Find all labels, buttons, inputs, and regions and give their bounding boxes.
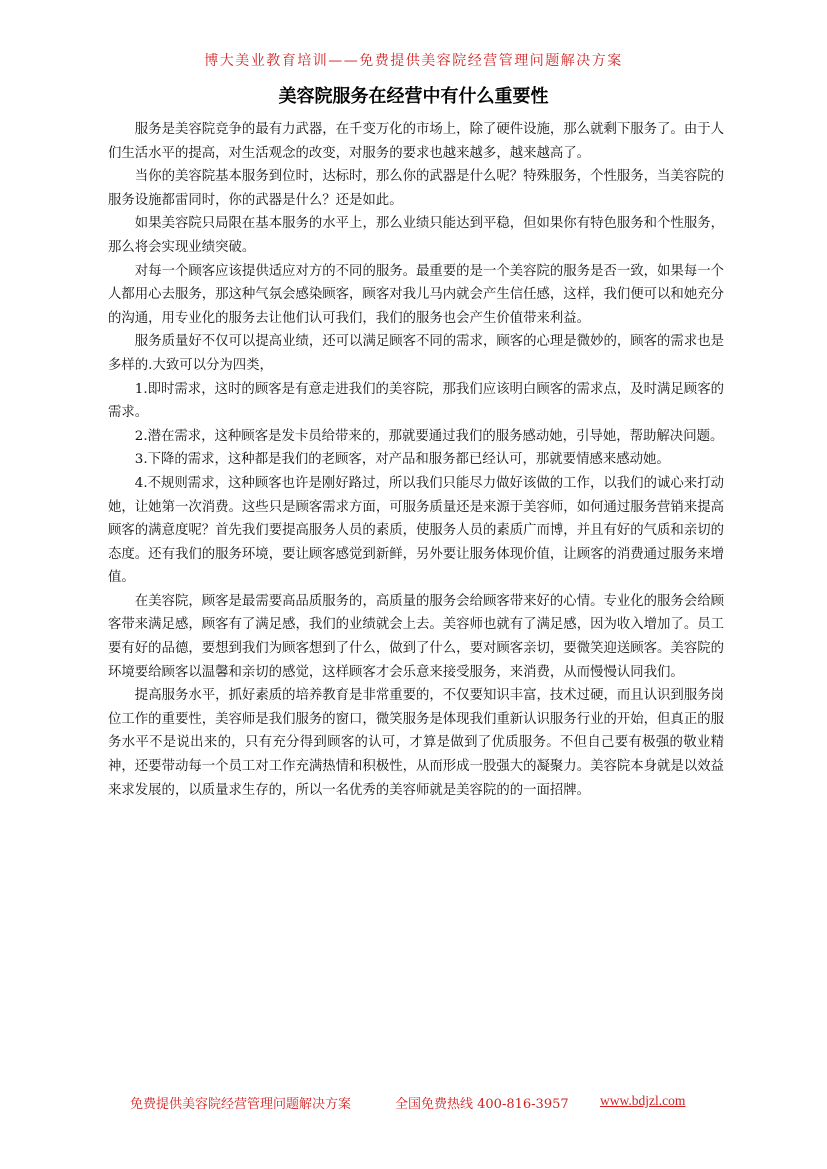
paragraph: 对每一个顾客应该提供适应对方的不同的服务。最重要的是一个美容院的服务是否一致，如果每一个人都用心去服务，那这种气氛会感染顾客，顾客对我儿马内就会产生信任感，这样，我们便可以和她充分的沟通，用专业化的服务去让他们认可我们，我们的服务也会产生价值带来利益。 — [108, 263, 724, 326]
paragraph: 在美容院，顾客是最需要高品质服务的，高质量的服务会给顾客带来好的心情。专业化的服务会给顾客带来满足感，顾客有了满足感，我们的业绩就会上去。美容师也就有了满足感，因为收入增加了。员工要有好的品德，要想到我们为顾客想到了什么，做到了什么，要对顾客亲切，要微笑迎送顾客。美容院的环境要给顾客以温馨和亲切的感觉，这样顾客才会乐意来接受服务，来消费，从而慢慢认同我们。 — [108, 593, 724, 680]
page-header: 博大美业教育培训——免费提供美容院经营管理问题解决方案 — [204, 53, 623, 69]
paragraph: 3.下降的需求，这种都是我们的老顾客，对产品和服务都已经认可，那就要情感来感动她。 — [134, 452, 670, 468]
paragraph: 服务是美容院竞争的最有力武器，在千变万化的市场上，除了硬件设施，那么就剩下服务了。由于人们生活水平的提高，对生活观念的改变，对服务的要求也越来越多，越来越高了。 — [108, 122, 724, 161]
paragraph: 如果美容院只局限在基本服务的水平上，那么业绩只能达到平稳，但如果你有特色服务和个性服务，那么将会实现业绩突破。 — [108, 216, 724, 255]
paragraph: 当你的美容院基本服务到位时，达标时，那么你的武器是什么呢？特殊服务，个性服务，当美容院的服务设施都雷同时，你的武器是什么？还是如此。 — [108, 169, 724, 208]
footer-website-link[interactable]: www.bdjzl.com — [600, 1093, 686, 1108]
footer-hotline: 全国免费热线 400-816-3957 — [395, 1097, 569, 1112]
paragraph: 4.不规则需求，这种顾客也许是刚好路过，所以我们只能尽力做好该做的工作，以我们的诚心来打动她，让她第一次消费。这些只是顾客需求方面，可服务质量还是来源于美容师，如何通过服务营销来提高顾客的满意度呢？首先我们要提高服务人员的素质，使服务人员的素质广而博，并且有好的气质和亲切的态度。还有我们的服务环境，要让顾客感觉到新鲜，另外要让服务体现价值，让顾客的消费通过服务来增值。 — [108, 475, 724, 586]
article-title: 美容院服务在经营中有什么重要性 — [278, 86, 549, 107]
paragraph: 服务质量好不仅可以提高业绩，还可以满足顾客不同的需求，顾客的心理是微妙的，顾客的需求也是多样的.大致可以分为四类， — [108, 334, 724, 373]
paragraph: 2.潜在需求，这种顾客是发卡员给带来的，那就要通过我们的服务感动她，引导她，帮助解决问题。 — [134, 428, 724, 444]
paragraph: 提高服务水平，抓好素质的培养教育是非常重要的，不仅要知识丰富，技术过硬，而且认识到服务岗位工作的重要性，美容师是我们服务的窗口，微笑服务是体现我们重新认识服务行业的开始，但真正的服务水平不是说出来的，只有充分得到顾客的认可，才算是做到了优质服务。不但自己要有极强的敬业精神，还要带动每一个员工对工作充满热情和积极性，从而形成一股强大的凝聚力。美容院本身就是以效益来求发展的，以质量求生存的，所以一名优秀的美容师就是美容院的的一面招牌。 — [108, 688, 724, 798]
paragraph: 1.即时需求，这时的顾客是有意走进我们的美容院，那我们应该明白顾客的需求点，及时满足顾客的需求。 — [108, 381, 724, 421]
footer-slogan: 免费提供美容院经营管理问题解决方案 — [130, 1097, 352, 1112]
article-body — [108, 118, 724, 802]
